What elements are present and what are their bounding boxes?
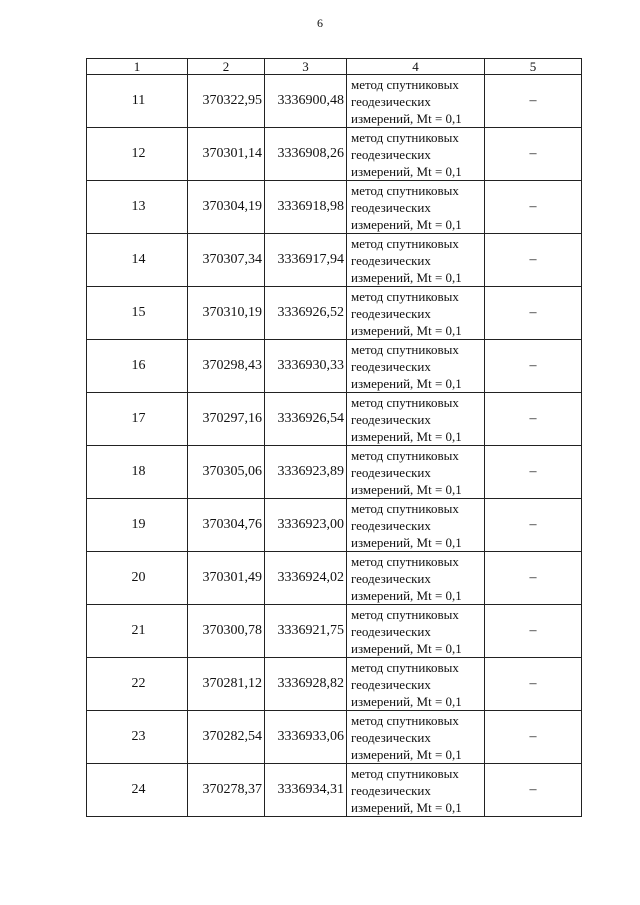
method-line: геодезических [351, 358, 431, 374]
method-cell [347, 658, 485, 711]
y-coordinate-cell: 3336918,98 [265, 181, 347, 234]
note-cell: – [485, 711, 582, 764]
method-line: измерений, Mt = 0,1 [351, 587, 462, 603]
point-number-cell: 18 [87, 446, 188, 499]
method-line: метод спутниковых [351, 235, 459, 251]
y-coordinate-cell: 3336923,00 [265, 499, 347, 552]
method-cell [347, 711, 485, 764]
x-coordinate-cell: 370298,43 [188, 340, 265, 393]
method-line: измерений, Mt = 0,1 [351, 799, 462, 815]
y-coordinate-cell: 3336928,82 [265, 658, 347, 711]
method-line: геодезических [351, 93, 431, 109]
y-coordinate-cell: 3336926,52 [265, 287, 347, 340]
method-cell [347, 128, 485, 181]
method-line: геодезических [351, 252, 431, 268]
note-cell: – [485, 75, 582, 128]
y-coordinate-cell: 3336900,48 [265, 75, 347, 128]
y-coordinate-cell: 3336921,75 [265, 605, 347, 658]
method-cell [347, 446, 485, 499]
table-row [87, 75, 582, 128]
header-col-3: 3 [265, 59, 347, 75]
x-coordinate-cell: 370304,76 [188, 499, 265, 552]
y-coordinate-cell: 3336917,94 [265, 234, 347, 287]
method-line: метод спутниковых [351, 500, 459, 516]
method-line: измерений, Mt = 0,1 [351, 428, 462, 444]
method-line: метод спутниковых [351, 341, 459, 357]
x-coordinate-cell: 370301,49 [188, 552, 265, 605]
table-row [87, 446, 582, 499]
note-cell: – [485, 181, 582, 234]
y-coordinate-cell: 3336934,31 [265, 764, 347, 817]
point-number-cell: 16 [87, 340, 188, 393]
method-line: измерений, Mt = 0,1 [351, 693, 462, 709]
method-line: геодезических [351, 411, 431, 427]
header-col-4: 4 [347, 59, 485, 75]
method-line: измерений, Mt = 0,1 [351, 269, 462, 285]
point-number-cell: 17 [87, 393, 188, 446]
table-row [87, 605, 582, 658]
method-line: геодезических [351, 570, 431, 586]
method-line: метод спутниковых [351, 447, 459, 463]
point-number-cell: 23 [87, 711, 188, 764]
note-cell: – [485, 499, 582, 552]
method-line: измерений, Mt = 0,1 [351, 746, 462, 762]
y-coordinate-cell: 3336933,06 [265, 711, 347, 764]
note-cell: – [485, 234, 582, 287]
method-cell [347, 552, 485, 605]
note-cell: – [485, 340, 582, 393]
method-line: метод спутниковых [351, 659, 459, 675]
point-number-cell: 21 [87, 605, 188, 658]
coordinates-table [86, 58, 582, 817]
method-line: метод спутниковых [351, 182, 459, 198]
x-coordinate-cell: 370281,12 [188, 658, 265, 711]
method-line: геодезических [351, 199, 431, 215]
x-coordinate-cell: 370310,19 [188, 287, 265, 340]
x-coordinate-cell: 370282,54 [188, 711, 265, 764]
point-number-cell: 22 [87, 658, 188, 711]
note-cell: – [485, 658, 582, 711]
y-coordinate-cell: 3336923,89 [265, 446, 347, 499]
x-coordinate-cell: 370307,34 [188, 234, 265, 287]
table-row [87, 393, 582, 446]
note-cell: – [485, 764, 582, 817]
method-line: геодезических [351, 146, 431, 162]
method-line: метод спутниковых [351, 712, 459, 728]
x-coordinate-cell: 370304,19 [188, 181, 265, 234]
method-line: метод спутниковых [351, 288, 459, 304]
method-line: измерений, Mt = 0,1 [351, 640, 462, 656]
method-line: измерений, Mt = 0,1 [351, 375, 462, 391]
note-cell: – [485, 605, 582, 658]
method-cell [347, 499, 485, 552]
table-row [87, 658, 582, 711]
point-number-cell: 14 [87, 234, 188, 287]
note-cell: – [485, 128, 582, 181]
x-coordinate-cell: 370297,16 [188, 393, 265, 446]
point-number-cell: 19 [87, 499, 188, 552]
method-cell [347, 340, 485, 393]
method-cell [347, 605, 485, 658]
method-line: измерений, Mt = 0,1 [351, 216, 462, 232]
method-cell [347, 75, 485, 128]
method-line: измерений, Mt = 0,1 [351, 163, 462, 179]
table-header-row [87, 59, 582, 75]
method-line: геодезических [351, 623, 431, 639]
note-cell: – [485, 552, 582, 605]
y-coordinate-cell: 3336908,26 [265, 128, 347, 181]
method-line: геодезических [351, 782, 431, 798]
method-cell [347, 234, 485, 287]
method-line: геодезических [351, 517, 431, 533]
point-number-cell: 13 [87, 181, 188, 234]
method-cell [347, 393, 485, 446]
header-col-1: 1 [87, 59, 188, 75]
point-number-cell: 24 [87, 764, 188, 817]
point-number-cell: 20 [87, 552, 188, 605]
x-coordinate-cell: 370301,14 [188, 128, 265, 181]
method-line: метод спутниковых [351, 606, 459, 622]
method-line: геодезических [351, 305, 431, 321]
method-line: измерений, Mt = 0,1 [351, 534, 462, 550]
table-row [87, 764, 582, 817]
method-line: метод спутниковых [351, 394, 459, 410]
table-row [87, 499, 582, 552]
table-row [87, 711, 582, 764]
method-line: геодезических [351, 464, 431, 480]
method-cell [347, 287, 485, 340]
method-cell [347, 181, 485, 234]
method-line: измерений, Mt = 0,1 [351, 322, 462, 338]
header-col-5: 5 [485, 59, 582, 75]
x-coordinate-cell: 370305,06 [188, 446, 265, 499]
x-coordinate-cell: 370322,95 [188, 75, 265, 128]
method-cell [347, 764, 485, 817]
point-number-cell: 12 [87, 128, 188, 181]
note-cell: – [485, 446, 582, 499]
method-line: измерений, Mt = 0,1 [351, 481, 462, 497]
table-row [87, 234, 582, 287]
method-line: геодезических [351, 676, 431, 692]
point-number-cell: 15 [87, 287, 188, 340]
method-line: метод спутниковых [351, 553, 459, 569]
page-number: 6 [317, 16, 323, 30]
header-col-2: 2 [188, 59, 265, 75]
note-cell: – [485, 287, 582, 340]
table-body [87, 75, 582, 817]
table-row [87, 181, 582, 234]
x-coordinate-cell: 370300,78 [188, 605, 265, 658]
note-cell: – [485, 393, 582, 446]
table-row [87, 128, 582, 181]
method-line: метод спутниковых [351, 76, 459, 92]
y-coordinate-cell: 3336924,02 [265, 552, 347, 605]
method-line: метод спутниковых [351, 765, 459, 781]
x-coordinate-cell: 370278,37 [188, 764, 265, 817]
point-number-cell: 11 [87, 75, 188, 128]
method-line: измерений, Mt = 0,1 [351, 110, 462, 126]
method-line: геодезических [351, 729, 431, 745]
method-line: метод спутниковых [351, 129, 459, 145]
table-row [87, 340, 582, 393]
y-coordinate-cell: 3336926,54 [265, 393, 347, 446]
table-row [87, 287, 582, 340]
table-row [87, 552, 582, 605]
y-coordinate-cell: 3336930,33 [265, 340, 347, 393]
